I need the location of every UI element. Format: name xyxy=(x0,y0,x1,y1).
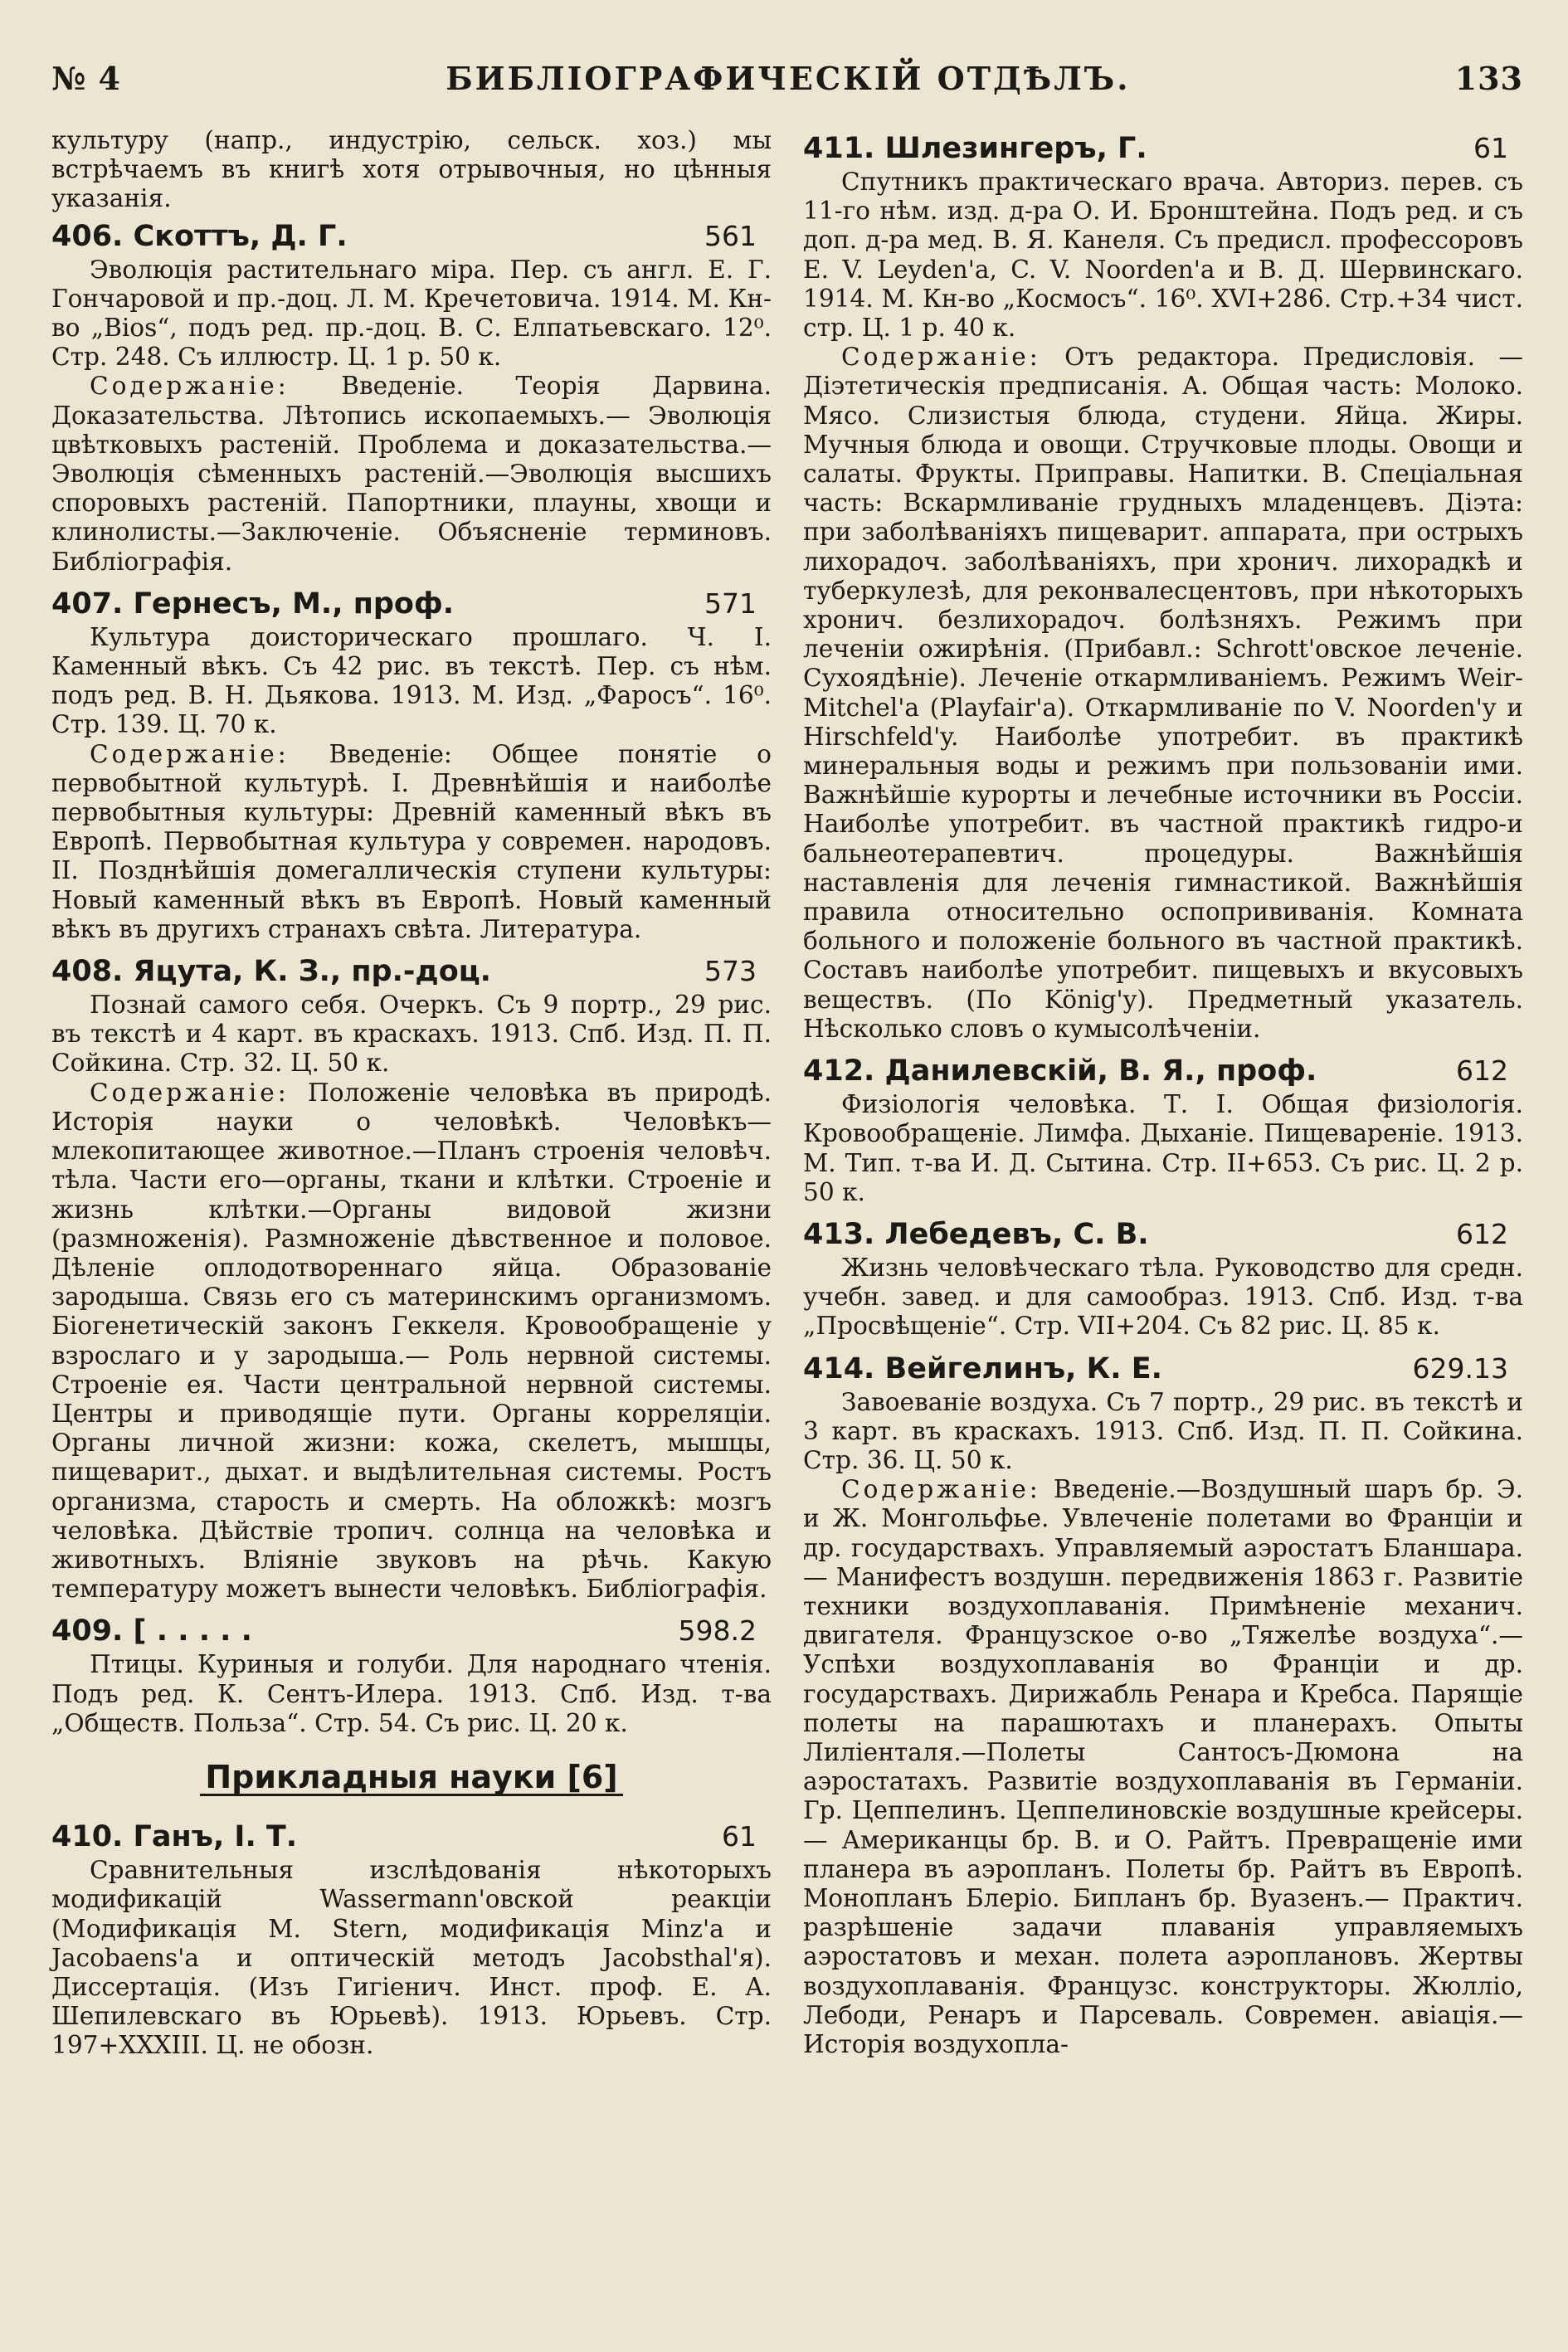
classification-code: 598.2 xyxy=(678,1614,757,1648)
entry-author: Ганъ, І. Т. xyxy=(133,1820,298,1854)
classification-code: 629.13 xyxy=(1412,1351,1508,1385)
classification-code: 61 xyxy=(722,1820,757,1853)
entry-author: Данилевскій, В. Я., проф. xyxy=(884,1054,1317,1088)
page-header xyxy=(51,60,1523,110)
contents-text: Введеніе: Общее понятіе о первобытной культурѣ. I. Древнѣйшія и наиболѣе первобытныя культуры: Древній каменный вѣкъ въ Европѣ. Первобытная культура у современ. народовъ. II. Позднѣйшія домегаллическія ступени культуры: Новый каменный вѣкъ въ Европѣ. Новый каменный вѣкъ въ другихъ странахъ свѣта. Литература. xyxy=(51,739,772,943)
left-column xyxy=(51,126,772,2069)
entry-406 xyxy=(51,217,772,577)
entry-contents xyxy=(51,740,772,944)
entry-number: 410. xyxy=(51,1820,124,1854)
classification-code: 612 xyxy=(1456,1217,1508,1250)
entry-description: Физіологія человѣка. Т. I. Общая физіологія. Кровообращеніе. Лимфа. Дыханіе. Пищевареніе. 1913. М. Тип. т-ва И. Д. Сытина. Стр. II+653. Съ рис. Ц. 2 р. 50 к. xyxy=(803,1090,1523,1206)
entry-number: 407. xyxy=(51,587,124,621)
entry-heading xyxy=(803,1350,1523,1388)
entry-heading xyxy=(803,129,1523,168)
contents-text: Положеніе человѣка въ природѣ. Исторія науки о человѣкѣ. Человѣкъ— млекопитающее животное.—Планъ строенія человѣч. тѣла. Части его—органы, ткани и клѣтки. Строеніе и жизнь клѣтки.—Органы видовой жизни (размноженія). Размноженіе дѣвственное и половое. Дѣленіе оплодотвореннаго яйца. Образованіе зародыша. Связь его съ материнскимъ организмомъ. Біогенетическій законъ Геккеля. Кровообращеніе у взрослаго и у зародыша.— Роль нервной системы. Строеніе ея. Части центральной нервной системы. Центры и приводящіе пути. Органы корреляціи. Органы личной жизни: кожа, скелетъ, мышцы, пищеварит., дыхат. и выдѣлительная системы. Ростъ организма, старость и смерть. На обложкѣ: мозгъ человѣка. Дѣйствіе тропич. солнца на человѣка и животныхъ. Вліяніе звуковъ на рѣчь. Какую температуру можетъ вынести человѣкъ. Библіографія. xyxy=(51,1078,772,1604)
contents-text: Введеніе.—Воздушный шаръ бр. Э. и Ж. Монгольфье. Увлеченіе полетами во Франціи и др. государствахъ. Управляемый аэростатъ Бланшара.— Манифестъ воздушн. передвиженія 1863 г. Развитіе техники воздухоплаванія. Примѣненіе механич. двигателя. Французское о-во „Тяжелѣе воздуха“.—Успѣхи воздухоплаванія во Франціи и др. государствахъ. Дирижабль Ренара и Кребса. Парящіе полеты на парашютахъ и планерахъ. Опыты Лиліенталя.—Полеты Сантосъ-Дюмона на аэростатахъ. Развитіе воздухоплаванія въ Германіи. Гр. Цеппелинъ. Цеппелиновскіе воздушные крейсеры.— Американцы бр. В. и О. Райтъ. Превращеніе ими планера въ аэропланъ. Полеты бр. Райтъ въ Европѣ. Монопланъ Блеріо. Бипланъ бр. Вуазенъ.— Практич. разрѣшеніе задачи плаванія управляемыхъ аэростатовъ и механ. полета аэроплановъ. Жертвы воздухоплаванія. Французс. конструкторы. Жюлліо, Лебоди, Ренаръ и Парсеваль. Современ. авіація.—Исторія воздухопла- xyxy=(803,1475,1523,2058)
contents-text: Отъ редактора. Предисловія. — Діэтетическія предписанія. А. Общая часть: Молоко. Мясо. Слизистыя блюда, студени. Яйца. Жиры. Мучныя блюда и овощи. Стручковые плоды. Овощи и салаты. Фрукты. Приправы. Напитки. В. Спеціальная часть: Вскармливаніе грудныхъ младенцевъ. Діэта: при заболѣваніяхъ пищеварит. аппарата, при острыхъ лихорадоч. заболѣваніяхъ, при хронич. лихорадкѣ и туберкулезѣ, для реконвалесцентовъ, при нѣкоторыхъ хронич. безлихорадоч. болѣзняхъ. Режимъ при леченіи ожирѣнія. (Прибавл.: Schrott'овское леченіе. Сухоядѣніе). Леченіе откармливаніемъ. Режимъ Weir-Mitchel'a (Playfair'a). Откармливаніе по V. Noorden'y и Hirschfeld'y. Наиболѣе употребит. въ практикѣ минеральныя воды и режимъ при пользованіи ими. Важнѣйшіе курорты и лечебные источники въ Россіи. Наиболѣе употребит. въ частной практикѣ гидро-и бальнеотерапевтич. процедуры. Важнѣйшія наставленія для леченія гимнастикой. Важнѣйшія правила относительно оспопрививанія. Комната больного и положеніе больного въ частной практикѣ. Составъ наиболѣе употребит. пищевыхъ и вкусовыхъ веществъ. (По König'y). Предметный указатель. Нѣсколько словъ о кумысолѣченіи. xyxy=(803,343,1523,1043)
entry-description: Завоеваніе воздуха. Съ 7 портр., 29 рис. въ текстѣ и 3 карт. въ краскахъ. 1913. Спб. Изд. П. П. Сойкина. Стр. 36. Ц. 50 к. xyxy=(803,1387,1523,1474)
entry-408 xyxy=(51,952,772,1604)
classification-code: 573 xyxy=(704,955,757,988)
entry-heading xyxy=(803,1052,1523,1090)
entry-author: Шлезингеръ, Г. xyxy=(884,132,1147,165)
intro-text: культуру (напр., индустрію, сельск. хоз.) мы встрѣчаемъ въ книгѣ хотя отрывочныя, но цѣнныя указанія. xyxy=(51,126,772,213)
classification-code: 571 xyxy=(704,587,757,620)
entry-description: Птицы. Куриныя и голуби. Для народнаго чтенія. Подъ ред. К. Сентъ-Илера. 1913. Спб. Изд. т-ва „Обществ. Польза“. Стр. 54. Съ рис. Ц. 20 к. xyxy=(51,1650,772,1737)
entry-409 xyxy=(51,1612,772,1738)
entry-410 xyxy=(51,1818,772,2060)
contents-text: Введеніе. Теорія Дарвина. Доказательства. Лѣтопись ископаемыхъ.— Эволюція цвѣтковыхъ растеній. Проблема и доказательства.—Эволюція сѣменныхъ растеній.—Эволюція высшихъ споровыхъ растеній. Папортники, плауны, хвощи и клинолисты.—Заключеніе. Объясненіе терминовъ. Библіографія. xyxy=(51,372,772,576)
entry-author: Гернесъ, М., проф. xyxy=(133,587,454,621)
entry-411 xyxy=(803,129,1523,1044)
entry-author: Скоттъ, Д. Г. xyxy=(133,219,348,253)
classification-code: 612 xyxy=(1456,1054,1508,1088)
entry-contents xyxy=(803,343,1523,1044)
entry-number: 414. xyxy=(803,1351,875,1385)
entry-413 xyxy=(803,1215,1523,1342)
entry-407 xyxy=(51,585,772,944)
entry-author: [ . . . . . xyxy=(133,1614,252,1648)
entry-number: 413. xyxy=(803,1217,875,1251)
entry-412 xyxy=(803,1052,1523,1207)
section-heading xyxy=(51,1758,772,1796)
entry-contents xyxy=(803,1475,1523,2059)
entry-number: 409. xyxy=(51,1614,124,1648)
entry-heading xyxy=(51,1818,772,1856)
page-number: 133 xyxy=(1454,60,1523,97)
entry-description: Жизнь человѣческаго тѣла. Руководство для средн. учебн. завед. и для самообраз. 1913. Спб. Изд. т-ва „Просвѣщеніе“. Стр. VII+204. Съ 82 рис. Ц. 85 к. xyxy=(803,1253,1523,1341)
entry-author: Вейгелинъ, К. Е. xyxy=(884,1351,1162,1385)
entry-number: 411. xyxy=(803,132,875,165)
entry-number: 406. xyxy=(51,219,124,253)
entry-description: Эволюція растительнаго міра. Пер. съ англ. Е. Г. Гончаровой и пр.-доц. Л. М. Кречетовича. 1914. М. Кн-во „Bios“, подъ ред. пр.-доц. В. С. Елпатьевскаго. 12⁰. Стр. 248. Съ иллюстр. Ц. 1 р. 50 к. xyxy=(51,255,772,372)
classification-code: 561 xyxy=(704,219,757,252)
entry-author: Яцута, К. З., пр.-доц. xyxy=(133,955,491,989)
contents-label: Содержаніе: xyxy=(90,1078,290,1107)
classification-code: 61 xyxy=(1473,132,1508,164)
right-column xyxy=(803,126,1523,2069)
section-heading-text: Прикладныя науки [6] xyxy=(200,1763,622,1796)
entry-description: Познай самого себя. Очеркъ. Съ 9 портр., 29 рис. въ текстѣ и 4 карт. въ краскахъ. 1913. Спб. Изд. П. П. Сойкина. Стр. 32. Ц. 50 к. xyxy=(51,991,772,1078)
contents-label: Содержаніе: xyxy=(841,343,1041,372)
issue-number: № 4 xyxy=(51,60,121,97)
entry-number: 412. xyxy=(803,1054,875,1088)
contents-label: Содержаніе: xyxy=(90,372,290,401)
contents-label: Содержаніе: xyxy=(841,1475,1041,1504)
entry-description: Сравнительныя изслѣдованія нѣкоторыхъ модификацій Wassermann'овской реакціи (Модификація M. Stern, модификація Minz'a и Jacobaens'a и оптическій методъ Jacobsthal'я). Диссертація. (Изъ Гигіенич. Инст. проф. Е. А. Шепилевскаго въ Юрьевѣ). 1913. Юрьевъ. Стр. 197+XXXIII. Ц. не обозн. xyxy=(51,1856,772,2060)
entry-description: Спутникъ практическаго врача. Авториз. перев. съ 11-го нѣм. изд. д-ра О. И. Бронштейна. Подъ ред. и съ доп. д-ра мед. В. Я. Канеля. Съ предисл. профессоровъ E. V. Leyden'a, C. V. Noorden'a и В. Д. Шервинскаго. 1914. М. Кн-во „Космосъ“. 16⁰. XVI+286. Стр.+34 чист. стр. Ц. 1 р. 40 к. xyxy=(803,168,1523,343)
entry-heading xyxy=(803,1215,1523,1254)
entry-description: Культура доисторическаго прошлаго. Ч. I. Каменный вѣкъ. Съ 42 рис. въ текстѣ. Пер. съ нѣм. подъ ред. В. Н. Дьякова. 1913. М. Изд. „Фаросъ“. 16⁰. Стр. 139. Ц. 70 к. xyxy=(51,622,772,739)
entry-heading xyxy=(51,217,772,256)
entry-heading xyxy=(51,952,772,991)
entry-contents xyxy=(51,1079,772,1605)
entry-heading xyxy=(51,585,772,623)
entry-author: Лебедевъ, С. В. xyxy=(884,1217,1149,1251)
contents-label: Содержаніе: xyxy=(90,739,290,768)
entry-414 xyxy=(803,1350,1523,2060)
entry-number: 408. xyxy=(51,955,124,989)
entry-heading xyxy=(51,1612,772,1650)
entry-contents xyxy=(51,372,772,576)
section-title: БИБЛІОГРАФИЧЕСКІЙ ОТДѢЛЪ. xyxy=(446,60,1131,97)
